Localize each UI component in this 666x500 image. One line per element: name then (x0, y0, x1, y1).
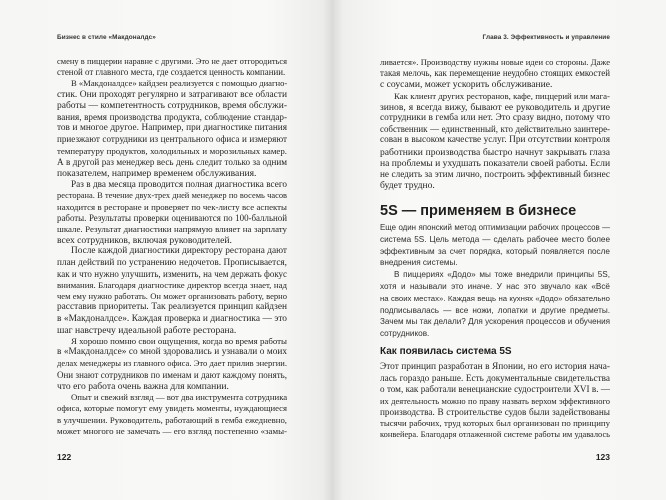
text-line: собственник — единственный, кто действительно заинтере- (380, 124, 610, 135)
section-heading: 5S — применяем в бизнесе (380, 203, 577, 219)
text-line: После каждой диагностики директору ресторана дают (71, 246, 287, 257)
text-line: работники производства быстро начнут закрывать глаза (380, 146, 610, 158)
text-line: Опыт и свежий взгляд — вот два инструмента сотрудника (71, 392, 287, 403)
text-line: температуру продуктов, холодильных и морозильных камер. (57, 145, 287, 156)
text-line: может многого не замечать — его взгляд постепенно «замы- (57, 425, 287, 436)
paragraph (380, 362, 610, 440)
text-line: внимания. Благодаря диагностике директор всегда знает, над (57, 280, 287, 291)
text-line: сотрудники в гемба или нет. Это сразу видно, потому что (380, 113, 610, 124)
callout-text (380, 222, 610, 340)
text-line: сован в высоком качестве услуг. При отсутствии контроля (380, 135, 610, 146)
text-line: шкале. Результат диагностики напрямую влияет на зарплату (57, 224, 287, 235)
text-line: находится в ресторане и проверяет по чек-листу все аспекты (57, 201, 287, 212)
text-line: всех сотрудников, включая руководителей. (57, 235, 232, 247)
text-line: на своих местах». Каждая вещь на кухнях «Додо» обязательно (380, 293, 610, 303)
paragraph (380, 91, 610, 192)
paragraph (57, 246, 287, 336)
text-line: показателем, например временем обслуживания. (57, 168, 257, 180)
text-line: такая мелочь, как перемещение неудобно стоящих емкостей (380, 68, 610, 79)
text-line: что его работа очень важна для компании. (57, 380, 229, 392)
text-line: на проблемы и ухудшать показатели своей работы. Если (380, 157, 610, 169)
paragraph (380, 269, 610, 340)
text-line: работы — компетентность сотрудников, время обслужи- (57, 100, 287, 111)
text-line: А в другой раз менеджер весь день следит только за одним (57, 156, 287, 167)
right-page (333, 0, 666, 500)
text-line: смену в пиццерии наравне с другими. Это не дает отгородиться (57, 56, 287, 66)
text-line: Раз в два месяца проводится полная диагностика всего (71, 179, 287, 190)
text-line: делах менеджеры из главного офиса. Это дает прилив энергии. (57, 358, 287, 369)
text-line: Этот принцип разработан в Японии, но его история нача- (380, 362, 610, 372)
text-line: их деятельность можно по праву назвать верхом эффективного (380, 395, 610, 406)
text-line: в «Макдоналдсе» со мной здоровались и узнавали о моих (57, 347, 287, 358)
text-line: эффективным за счет порядка, который появляется после (380, 246, 610, 256)
text-line: Зачем мы так делали? Для ускорения процессов и обучения (380, 317, 610, 327)
text-line: шаг навстречу идеальной работе ресторана. (57, 324, 237, 336)
text-line: В пиццериях «Додо» мы тоже внедрили принципы 5S, (394, 270, 610, 280)
body-text (380, 57, 610, 191)
text-line: ливается». Производству нужны новые идеи со стороны. Даже (380, 57, 610, 67)
paragraph (57, 179, 287, 246)
text-line: производства. В строительстве судов были задействованы (380, 406, 610, 417)
text-line: хотя и называли это иначе. У нас это звучало как «Всё (380, 281, 610, 291)
page-number: 123 (595, 452, 610, 462)
text-line: Еще один японский метод оптимизации рабочих процессов — (380, 223, 610, 232)
text-line: сотрудников. (380, 329, 430, 339)
text-line: внедрения системы. (380, 258, 458, 268)
text-line: подписывалась — все ножи, лопатки и другие предметы. (380, 305, 610, 315)
text-line: ресторана. В течение двух-трех дней менеджер по восемь часов (57, 191, 287, 201)
text-line: Я хорошо помню свои ощущения, когда во время работы (71, 336, 287, 347)
text-line: система 5S. Цель метода — сделать рабочее место более (380, 234, 610, 244)
paragraph (57, 56, 287, 78)
text-line: стеной от главного места, где создается ценность компании. (57, 67, 286, 78)
text-line: лась гораздо раньше. Есть документальные свидетельства (380, 373, 610, 384)
text-line: будет трудно. (380, 180, 435, 192)
text-line: тов и многое другое. Например, при диагностике питания (57, 123, 287, 134)
text-line: чем ему нужно работать. Он может организовать работу, верно (57, 291, 287, 302)
running-head: Бизнес в стиле «Макдоналдс» (57, 34, 156, 41)
text-line: Они знают сотрудников по именам и дают каждому понять, (57, 369, 287, 380)
body-text (57, 56, 287, 437)
text-line: расставив приоритеты. Так реализуется принцип кайдзен (57, 302, 287, 313)
text-line: тысячи рабочих, труд которых был организован по принципу (380, 418, 610, 429)
subheading: Как появилась система 5S (380, 346, 512, 357)
text-line: вания, время производства продукта, соблюдение стандар- (57, 112, 287, 123)
text-line: конвейера. Благодаря отлаженной системе работы им удавалось (380, 430, 610, 440)
paragraph (57, 78, 287, 179)
text-line: приезжают сотрудники из центрального офиса и измеряют (57, 134, 287, 145)
paragraph (57, 392, 287, 437)
paragraph (380, 57, 610, 91)
text-line: как и что нужно улучшить, изменить, на чем держать фокус (57, 268, 287, 279)
text-line: о том, как работали венецианские судостроители XVI в. — (380, 384, 610, 395)
text-line: Как клиент других ресторанов, кафе, пиццерий или мага- (394, 90, 610, 101)
text-line: офиса, которые помогут ему увидеть моменты, нуждающиеся (57, 403, 287, 414)
paragraph (380, 222, 610, 269)
text-line: работы. Результаты проверки оцениваются по 100-балльной (57, 212, 287, 223)
page-number: 122 (57, 452, 72, 462)
body-text (380, 362, 610, 440)
running-head: Глава 3. Эффективность и управление (482, 34, 610, 41)
paragraph (57, 336, 287, 392)
text-line: с соусами, может ускорить обслуживание. (380, 79, 553, 91)
text-line: план действий по устранению недочетов. Прописывается, (57, 257, 287, 268)
text-line: в улучшении. Руководитель, работающий в гемба ежедневно, (57, 414, 287, 425)
text-line: не следить за этим лично, построить эффективный бизнес (380, 169, 610, 180)
text-line: в «Макдоналдсе». Каждая проверка и диагностика — это (57, 313, 287, 324)
text-line: стик. Они проходят регулярно и затрагивают все области (57, 89, 287, 100)
text-line: В «Макдоналдсе» кайдзен реализуется с помощью диагно- (71, 78, 287, 89)
text-line: зинов, я всегда вижу, бывают ее руководитель и другие (380, 101, 610, 113)
